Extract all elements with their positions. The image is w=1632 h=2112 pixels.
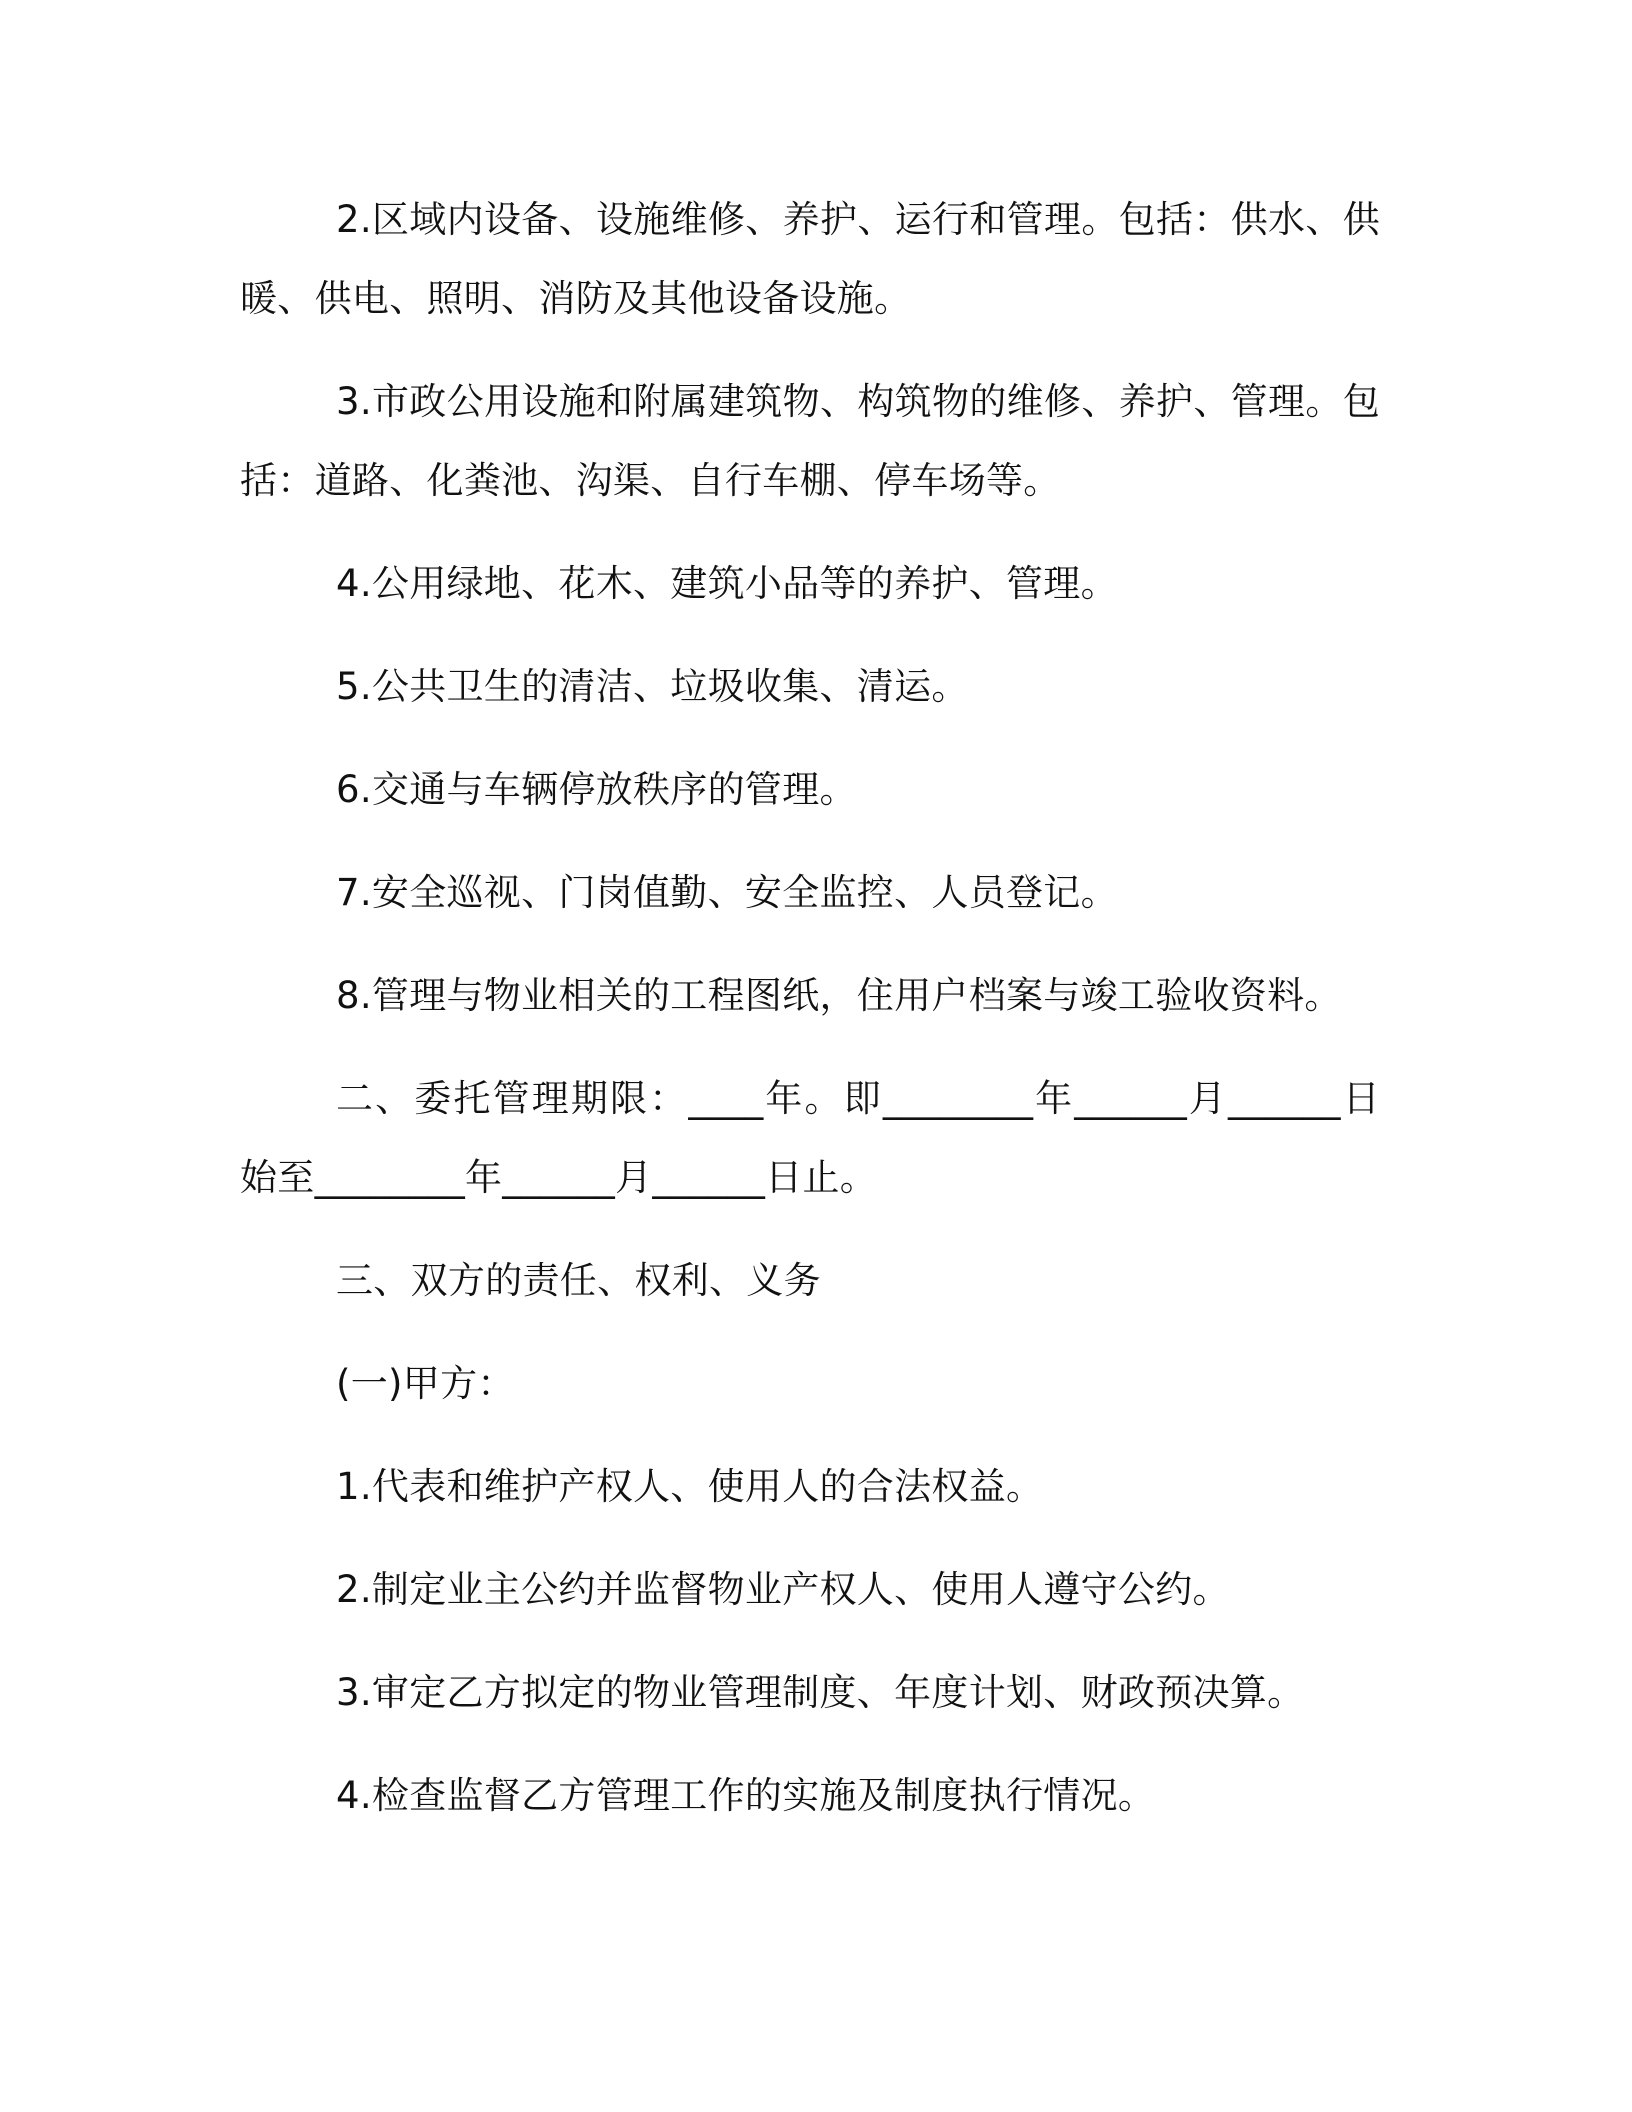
paragraph-party-a-item-1: 1.代表和维护产权人、使用人的合法权益。 [336, 1465, 1044, 1508]
paragraph-item-8-archives: 8.管理与物业相关的工程图纸，住用户档案与竣工验收资料。 [336, 974, 1342, 1017]
paragraph-item-2-equipment: 2.区域内设备、设施维修、养护、运行和管理。包括：供水、供暖、供电、照明、消防及其他设备设施。 [240, 198, 1380, 320]
paragraph-item-4-greenery: 4.公用绿地、花木、建筑小品等的养护、管理。 [336, 562, 1118, 605]
paragraph-party-a-item-4: 4.检查监督乙方管理工作的实施及制度执行情况。 [336, 1774, 1156, 1817]
paragraph-section-2-term: 二、委托管理期限：____年。即________年______月______日始至________年______月______日止。 [240, 1077, 1380, 1199]
paragraph-party-a-heading: (一)甲方： [336, 1362, 515, 1405]
paragraph-item-3-municipal: 3.市政公用设施和附属建筑物、构筑物的维修、养护、管理。包括：道路、化粪池、沟渠、自行车棚、停车场等。 [240, 380, 1380, 502]
paragraph-item-5-sanitation: 5.公共卫生的清洁、垃圾收集、清运。 [336, 665, 969, 708]
paragraph-party-a-item-2: 2.制定业主公约并监督物业产权人、使用人遵守公约。 [336, 1568, 1230, 1611]
paragraph-party-a-item-3: 3.审定乙方拟定的物业管理制度、年度计划、财政预决算。 [336, 1671, 1305, 1714]
paragraph-section-3-heading: 三、双方的责任、权利、义务 [336, 1259, 821, 1302]
paragraph-item-7-security: 7.安全巡视、门岗值勤、安全监控、人员登记。 [336, 871, 1118, 914]
paragraph-item-6-traffic: 6.交通与车辆停放秩序的管理。 [336, 768, 857, 811]
document-body [240, 180, 1380, 1859]
